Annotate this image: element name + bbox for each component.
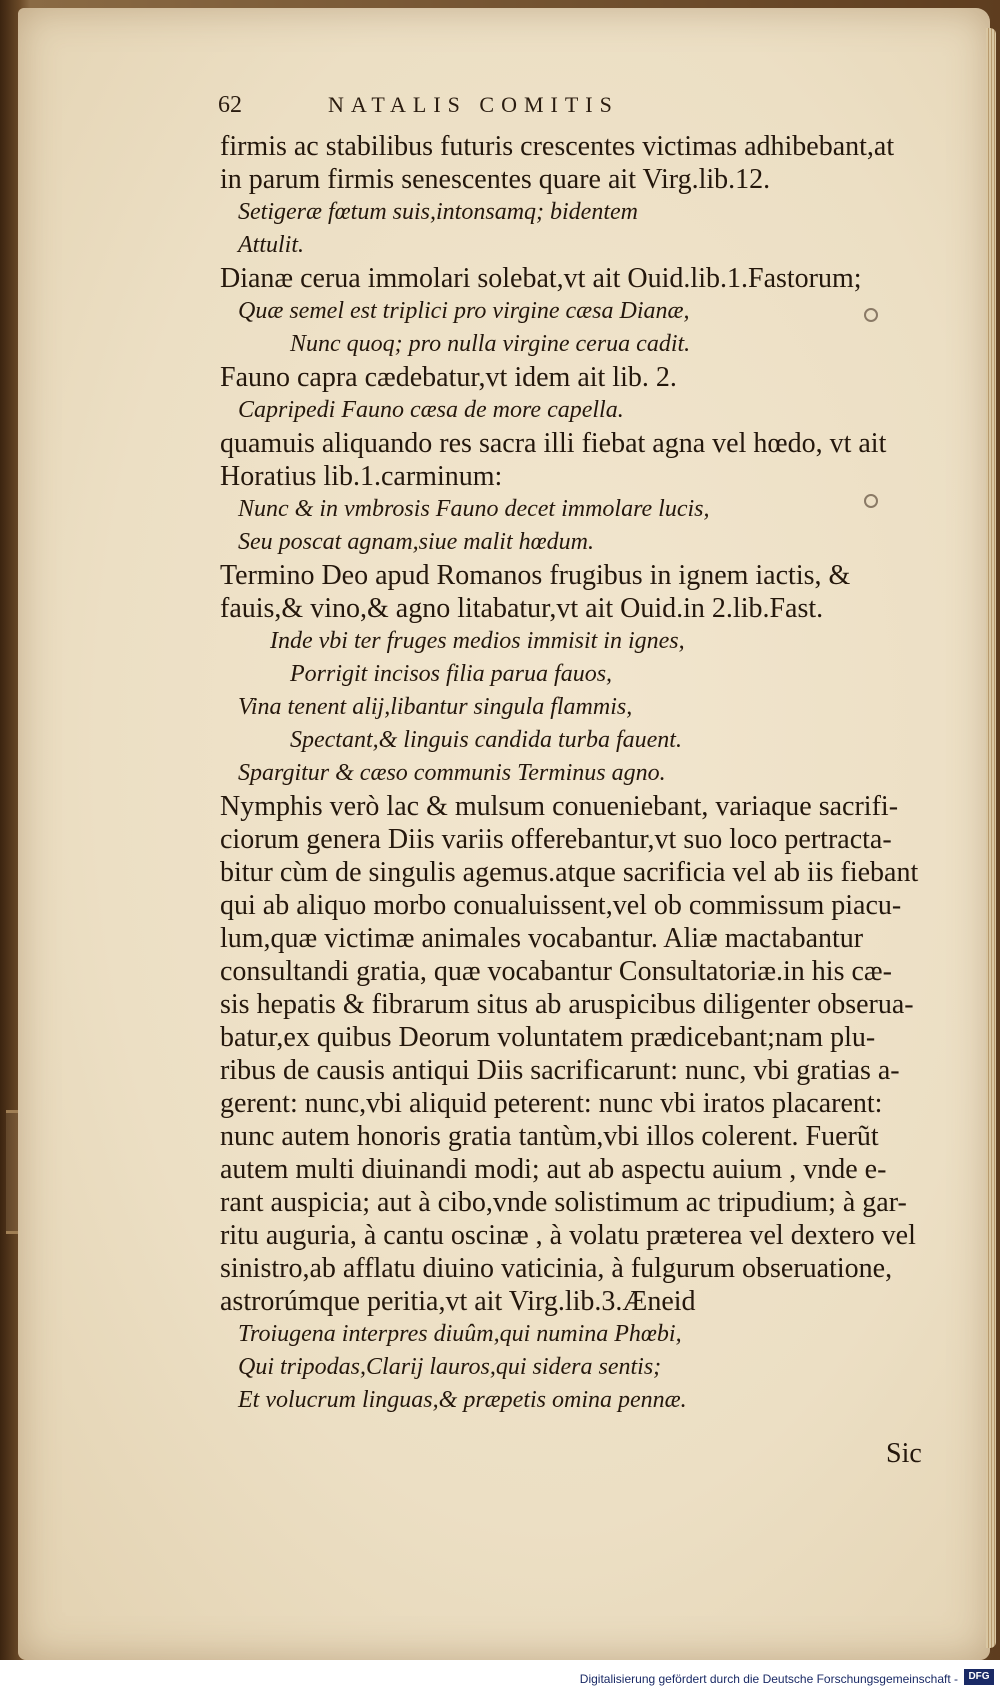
text-line: gerent: nunc,vbi aliquid peterent: nunc vbi iratos placarent: [220, 1088, 883, 1119]
text-line: ribus de causis antiqui Diis sacrificarunt: nunc, vbi gratias a- [220, 1055, 900, 1086]
verse-line: Spargitur & cæso communis Terminus agno. [238, 760, 666, 786]
verse-line: Nunc & in vmbrosis Fauno decet immolare lucis, [238, 496, 710, 522]
page-header [218, 92, 778, 132]
text-line: bitur cùm de singulis agemus.atque sacrificia vel ab iis fiebant [220, 857, 919, 888]
verse-line: Nunc quoq; pro nulla virgine cerua cadit. [290, 331, 691, 357]
text-line: ritu auguria, à cantu oscinæ , à volatu præterea vel dextero vel [220, 1220, 916, 1251]
verse-line: Setigeræ fœtum suis,intonsamq; bidentem [238, 199, 638, 225]
verse-line: Inde vbi ter fruges medios immisit in ignes, [270, 628, 685, 654]
text-line: sinistro,ab afflatu diuino vaticinia, à fulgurum obseruatione, [220, 1253, 893, 1284]
text-line: ciorum genera Diis variis offerebantur,vt suo loco pertracta- [220, 824, 892, 855]
verse-line: Capripedi Fauno cæsa de more capella. [238, 397, 624, 423]
verse-line: Seu poscat agnam,siue malit hœdum. [238, 529, 594, 555]
catchword: Sic [886, 1438, 922, 1469]
text-line: Dianæ cerua immolari solebat,vt ait Ouid.lib.1.Fastorum; [220, 263, 862, 294]
text-line: sis hepatis & fibrarum situs ab aruspicibus diligenter obserua- [220, 989, 914, 1020]
verse-line: Porrigit incisos filia parua fauos, [290, 661, 613, 687]
text-line: Fauno capra cædebatur,vt idem ait lib. 2. [220, 362, 677, 393]
text-line: consultandi gratia, quæ vocabantur Consultatoriæ.in his cæ- [220, 956, 892, 987]
text-line: quamuis aliquando res sacra illi fiebat agna vel hœdo, vt ait [220, 428, 887, 459]
text-line: lum,quæ victimæ animales vocabantur. Aliæ mactabantur [220, 923, 864, 954]
text-line: fauis,& vino,& agno litabatur,vt ait Ouid.in 2.lib.Fast. [220, 593, 824, 624]
verse-line: Qui tripodas,Clarij lauros,qui sidera sentis; [238, 1354, 662, 1380]
verse-line: Quæ semel est triplici pro virgine cæsa Dianæ, [238, 298, 690, 324]
verse-line: Et volucrum linguas,& præpetis omina pennæ. [238, 1387, 687, 1413]
funding-credit: Digitalisierung gefördert durch die Deutsche Forschungsgemeinschaft - [579, 1672, 958, 1686]
text-line: firmis ac stabilibus futuris crescentes victimas adhibebant,at [220, 131, 895, 162]
text-line: batur,ex quibus Deorum voluntatem prædicebant;nam plu- [220, 1022, 876, 1053]
verse-line: Spectant,& linguis candida turba fauent. [290, 727, 682, 753]
text-line: qui ab aliquo morbo conualuissent,vel ob commissum piacu- [220, 890, 902, 921]
page-edge [986, 28, 996, 1648]
text-line: Horatius lib.1.carminum: [220, 461, 503, 492]
verse-line: Vina tenent alij,libantur singula flammis, [238, 694, 633, 720]
footer-bar [0, 1660, 1000, 1695]
text-line: autem multi diuinandi modi; aut ab aspectu auium , vnde e- [220, 1154, 887, 1185]
text-line: in parum firmis senescentes quare ait Virg.lib.12. [220, 164, 771, 195]
text-line: astrorúmque peritia,vt ait Virg.lib.3.Æneid [220, 1286, 696, 1317]
body-text [220, 130, 960, 1417]
running-title: NATALIS COMITIS [328, 92, 619, 117]
text-line: Nymphis verò lac & mulsum conueniebant, variaque sacrifi- [220, 791, 899, 822]
verse-line: Attulit. [238, 232, 304, 258]
text-line: Termino Deo apud Romanos frugibus in ignem iactis, & [220, 560, 851, 591]
text-line: rant auspicia; aut à cibo,vnde solistimum ac tripudium; à gar- [220, 1187, 907, 1218]
dfg-logo: DFG [964, 1669, 994, 1685]
folio-number: 62 [218, 92, 242, 118]
verse-line: Troiugena interpres diuûm,qui numina Phœbi, [238, 1321, 682, 1347]
text-line: nunc autem honoris gratia tantùm,vbi illos colerent. Fuerũt [220, 1121, 879, 1152]
